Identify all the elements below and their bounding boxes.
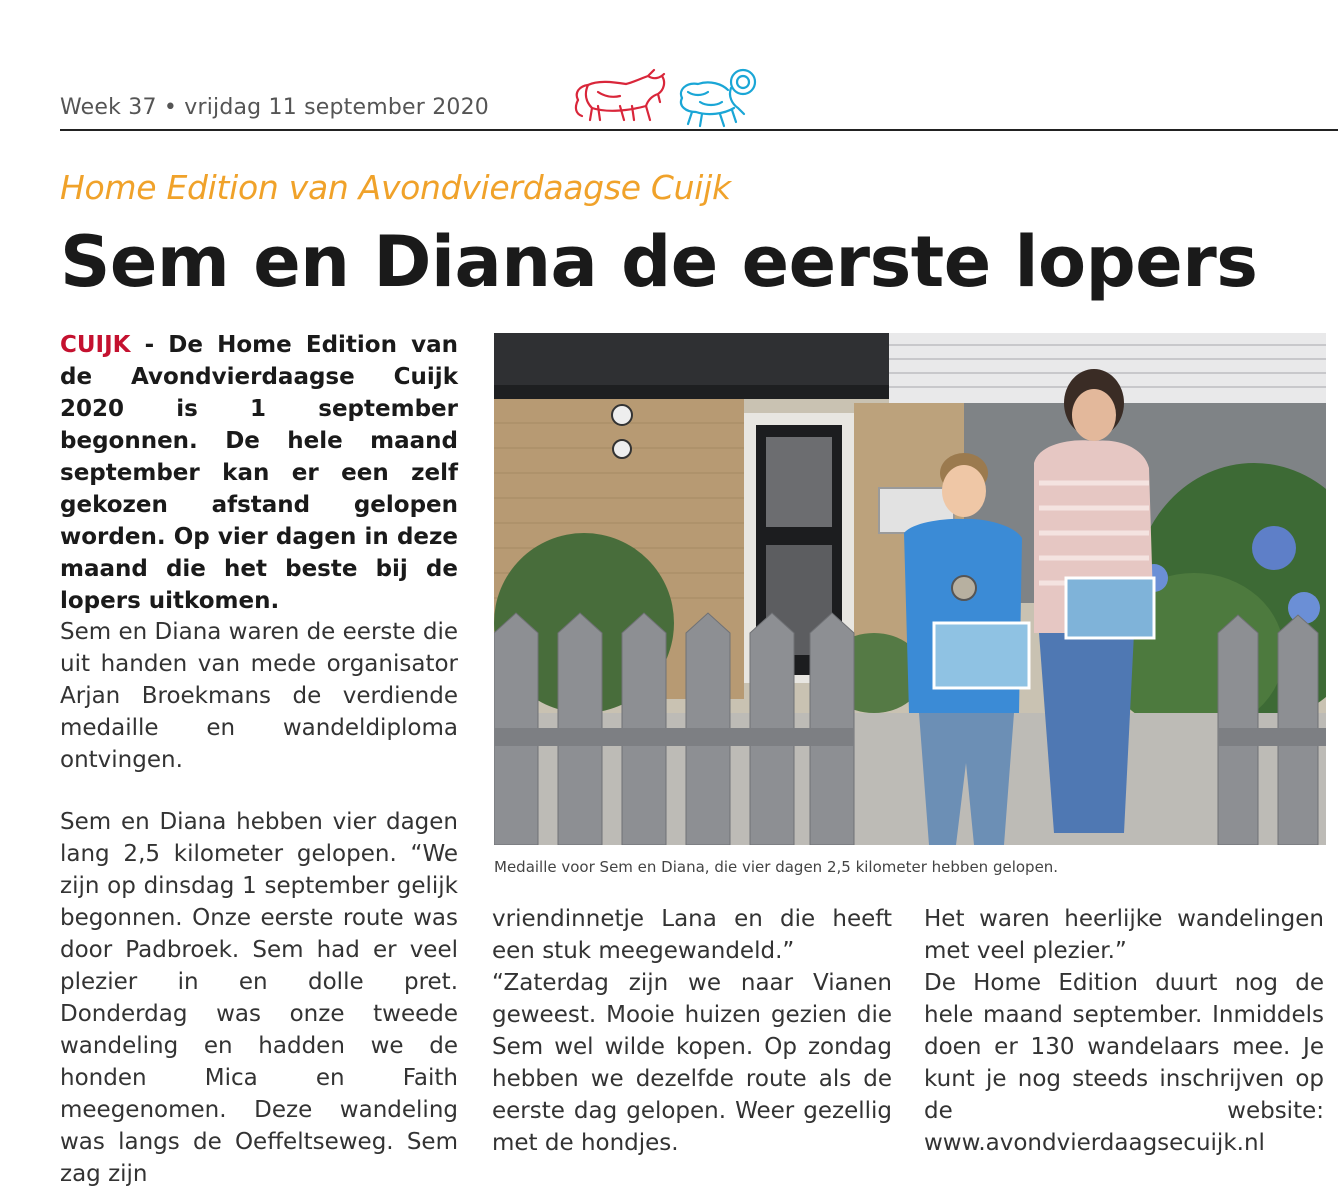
header-rule [60, 129, 1338, 131]
article-column-2-part-a: vriendinnetje Lana en die heeft een stuk meegewandeld.” [492, 906, 892, 964]
photo-caption: Medaille voor Sem en Diana, die vier dagen 2,5 kilometer hebben gelopen. [494, 858, 1059, 876]
article-kicker: Home Edition van Avondvierdaagse Cuijk [60, 168, 731, 207]
article-paragraph-1: Sem en Diana waren de eerste die uit handen van mede organisator Arjan Broekmans de verdiende medaille en wandeldiploma ontvingen. [60, 619, 458, 773]
article-column-3-part-a: Het waren heerlijke wandelingen met veel plezier.” [924, 906, 1324, 964]
article-column-3 [924, 903, 1324, 1159]
article-paragraph-2: Sem en Diana hebben vier dagen lang 2,5 kilometer gelopen. “We zijn op dinsdag 1 september gelijk begonnen. Onze eerste route was door Padbroek. Sem had er veel plezier in en dolle pret. Donderdag was onze tweede wandeling en hadden we de honden Mica en Faith meegenomen. Deze wandeling was langs de Oeffeltseweg. Sem zag zijn [60, 809, 458, 1187]
bull-and-ram-logo-icon [568, 62, 768, 132]
article-intro [60, 329, 458, 617]
article-intro-text: - De Home Edition van de Avondvierdaagse Cuijk 2020 is 1 september begonnen. De hele maand september kan er een zelf gekozen afstand gelopen worden. Op vier dagen in deze maand die het beste bij de lopers uitkomen. [60, 332, 458, 614]
issue-date-line: Week 37 • vrijdag 11 september 2020 [60, 95, 489, 120]
article-headline: Sem en Diana de eerste lopers [60, 221, 1258, 303]
article-column-2 [492, 903, 892, 1159]
article-photo [494, 333, 1326, 845]
article-column-1 [60, 616, 458, 1190]
article-dateline: CUIJK [60, 332, 131, 358]
photo-illustration [494, 333, 1326, 845]
article-column-3-part-b: De Home Edition duurt nog de hele maand september. Inmiddels doen er 130 wandelaars mee. Je kunt je nog steeds inschrijven op de website: www.avondvierdaagsecuijk.nl [924, 970, 1324, 1156]
article-column-2-part-b: “Zaterdag zijn we naar Vianen geweest. Mooie huizen gezien die Sem wel wilde kopen. Op zondag hebben we dezelfde route als de eerste dag gelopen. Weer gezellig met de hondjes. [492, 970, 892, 1156]
